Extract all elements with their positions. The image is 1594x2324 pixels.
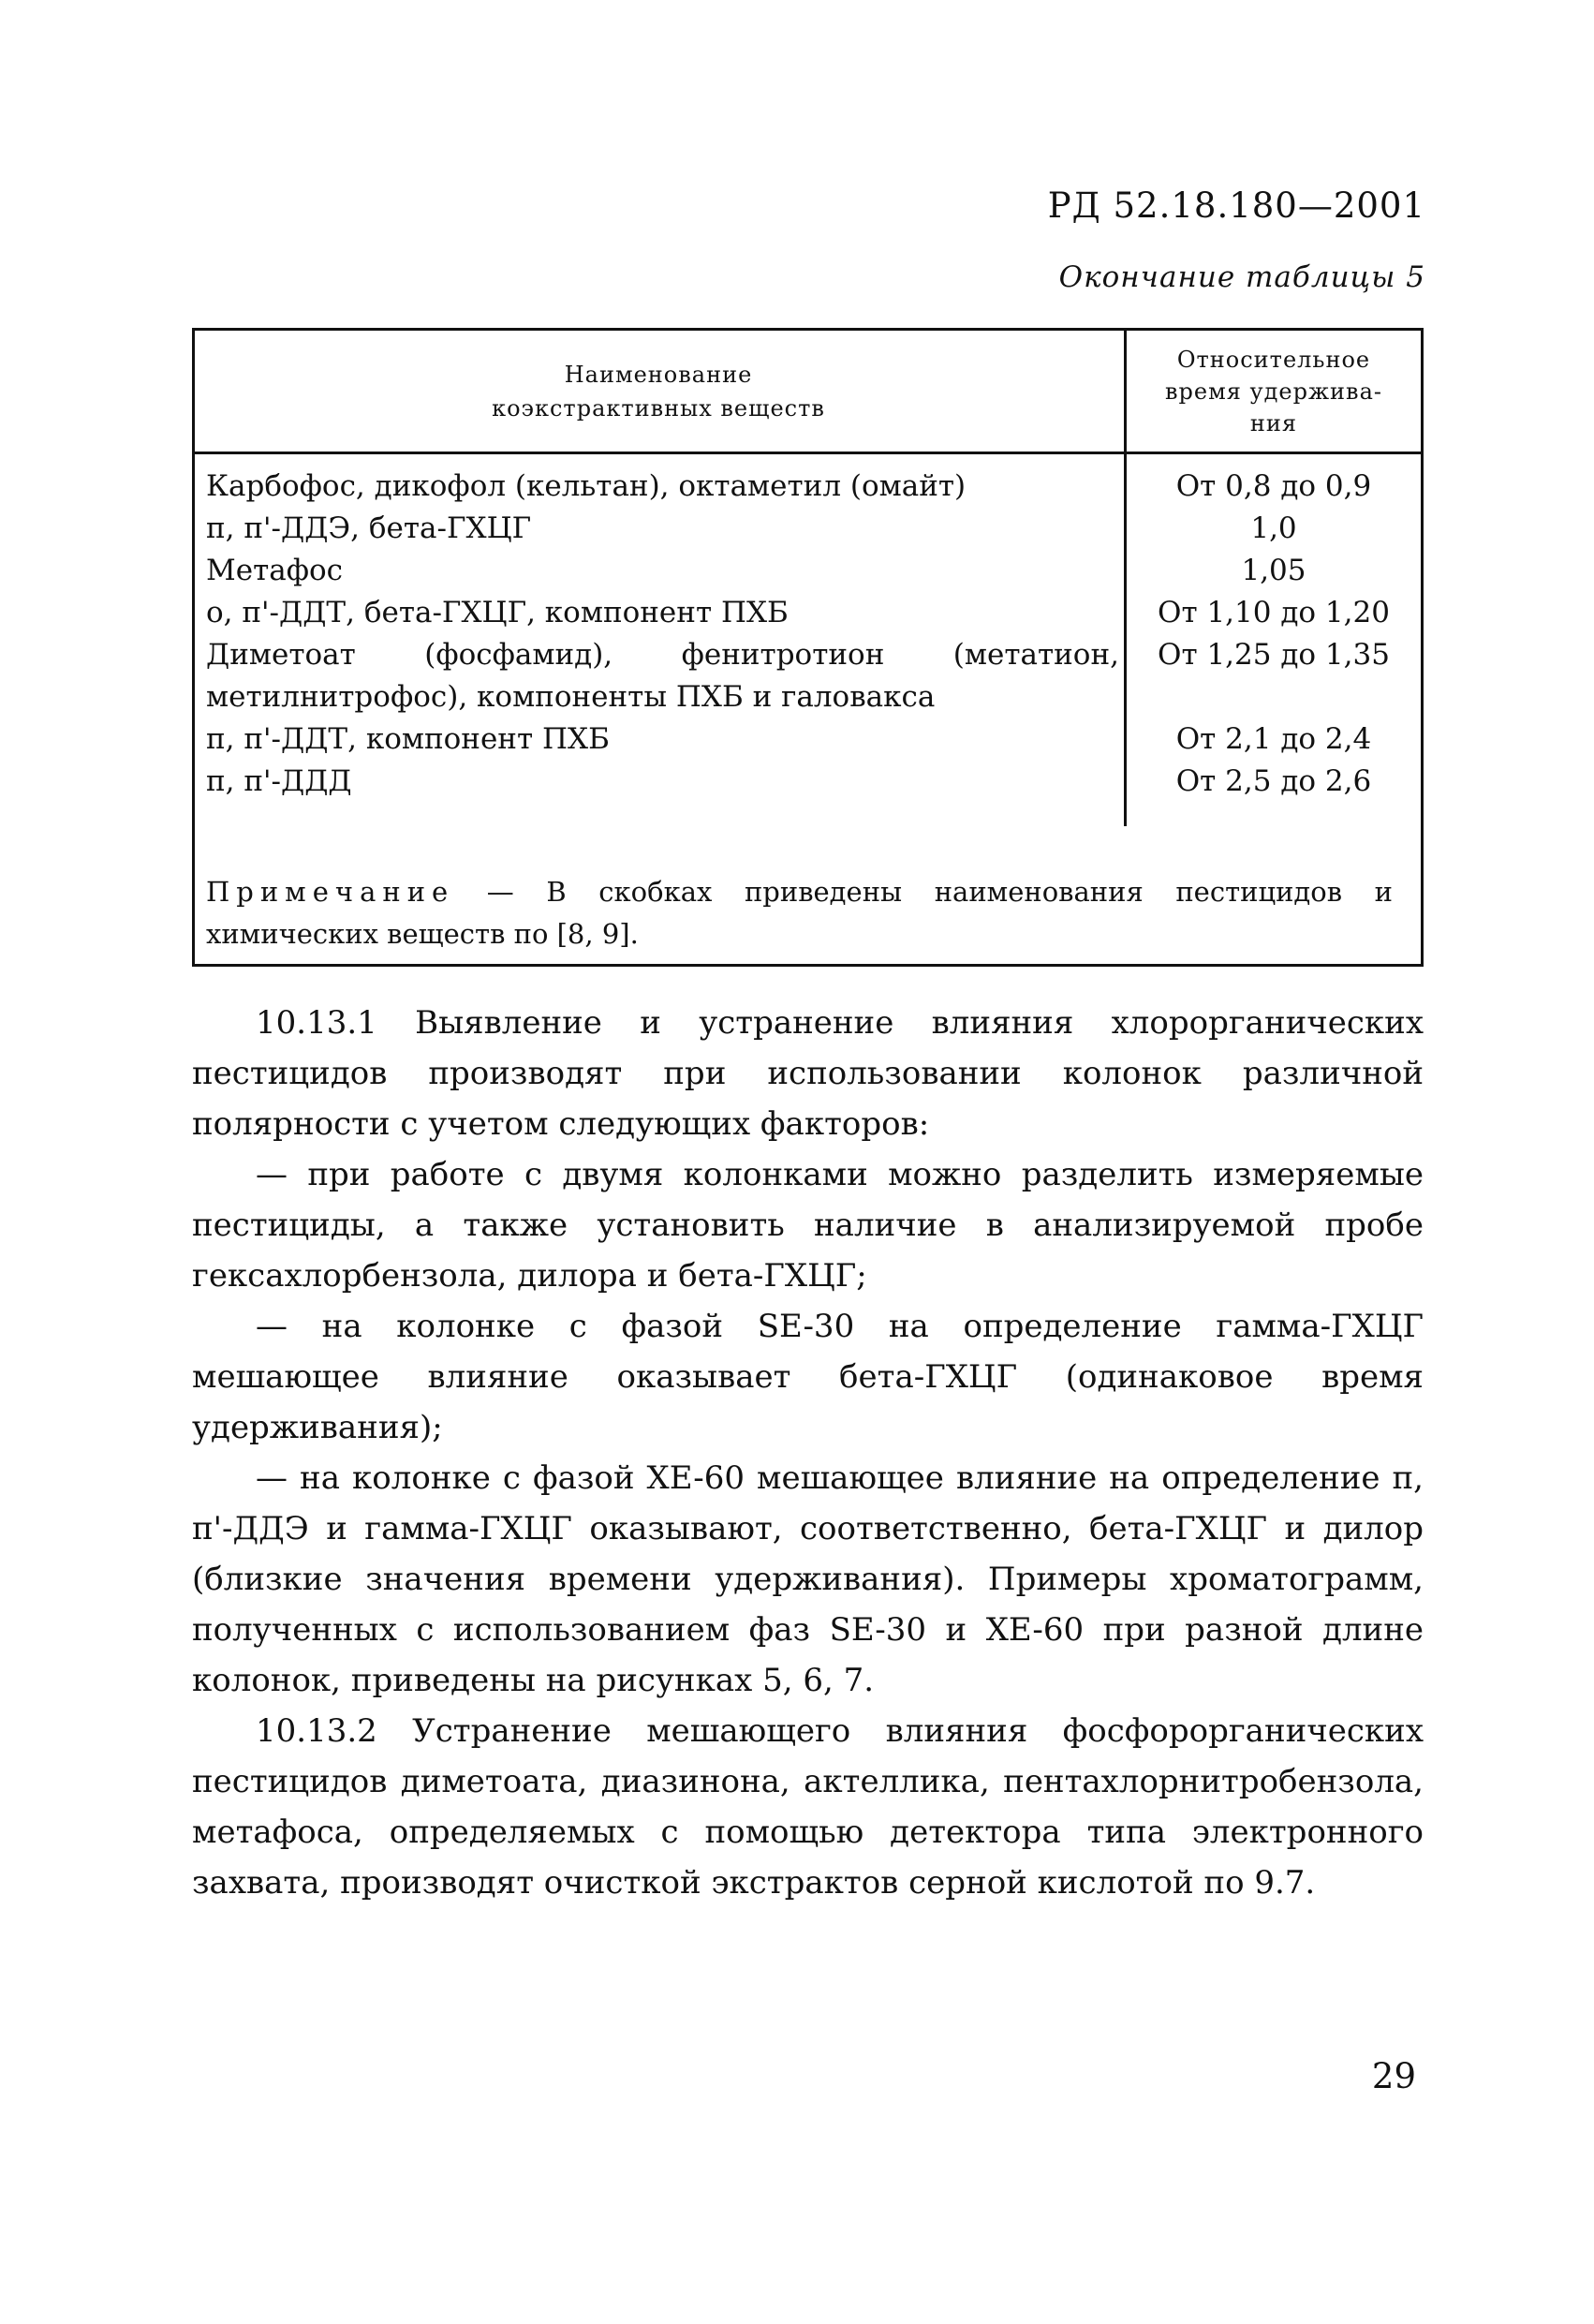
paragraph-bullet: — при работе с двумя колонками можно разделить измеряемые пестициды, а также установить наличие в анализируемой пробе гексахлорбензола, дилора и бета-ГХЦГ; [192, 1156, 1424, 1295]
table-row-name: п, п'-ДДЭ, бета-ГХЦГ [206, 511, 532, 545]
paragraph-bullet: — на колонке с фазой XE-60 мешающее влияние на определение п, п'-ДДЭ и гамма-ГХЦГ оказывают, соответственно, бета-ГХЦГ и дилор (близкие значения времени удерживания). Примеры хроматограмм, полученных с использованием фаз SE-30 и XE-60 при разной длине колонок, приведены на рисунках 5, 6, 7. [192, 1459, 1424, 1699]
table-row-time: От 1,10 до 1,20 [1158, 596, 1390, 629]
table-row-time: 1,0 [1250, 511, 1297, 545]
column-header-retention-time: Относительное время удержива- ния [1165, 346, 1382, 437]
table-row-time: От 1,25 до 1,35 [1158, 638, 1390, 672]
table-row-time: 1,05 [1241, 554, 1306, 587]
table-row-time: От 0,8 до 0,9 [1175, 469, 1372, 503]
page-number: 29 [1371, 2056, 1416, 2096]
table-note-lead: Примечание [206, 876, 455, 908]
table-row-name: Карбофос, дикофол (кельтан), октаметил (омайт) [206, 469, 967, 503]
coextractive-substances-table [192, 328, 1424, 967]
paragraph-10-13-1: 10.13.1 Выявление и устранение влияния хлорорганических пестицидов производят при использовании колонок различной полярности с учетом следующих факторов: [192, 1004, 1424, 1143]
table-row-name: о, п'-ДДТ, бета-ГХЦГ, компонент ПХБ [206, 596, 789, 629]
table-note [195, 871, 1421, 955]
retention-time-list [1127, 466, 1421, 803]
table-note-text: — В скобках приведены наименования пестицидов и химических веществ по [8, 9]. [206, 876, 1393, 950]
table-row-time: От 2,5 до 2,6 [1175, 764, 1372, 798]
paragraph-bullet: — на колонке с фазой SE-30 на определение гамма-ГХЦГ мешающее влияние оказывает бета-ГХЦГ (одинаковое время удерживания); [192, 1308, 1424, 1446]
paragraph-10-13-2: 10.13.2 Устранение мешающего влияния фосфорорганических пестицидов диметоата, диазинона, актеллика, пентахлорнитробензола, метафоса, определяемых с помощью детектора типа электронного захвата, производят очисткой экстрактов серной кислотой по 9.7. [192, 1712, 1424, 1902]
table-row-name: Диметоат (фосфамид), фенитротион (метатион, метилнитрофос), компоненты ПХБ и галовакса [206, 638, 1119, 714]
substance-name-list [206, 466, 1119, 803]
table-row-name: п, п'-ДДД [206, 764, 352, 798]
table-header-row [195, 328, 1421, 454]
table-caption: Окончание таблицы 5 [1058, 260, 1425, 294]
table-row-name: Метафос [206, 554, 344, 587]
document-code: РД 52.18.180—2001 [1047, 185, 1425, 226]
table-row-time: От 2,1 до 2,4 [1175, 722, 1372, 756]
column-header-substance-name: Наименование коэкстрактивных веществ [492, 361, 825, 422]
body-text [192, 998, 1424, 1908]
table-row-name: п, п'-ДДТ, компонент ПХБ [206, 722, 610, 756]
